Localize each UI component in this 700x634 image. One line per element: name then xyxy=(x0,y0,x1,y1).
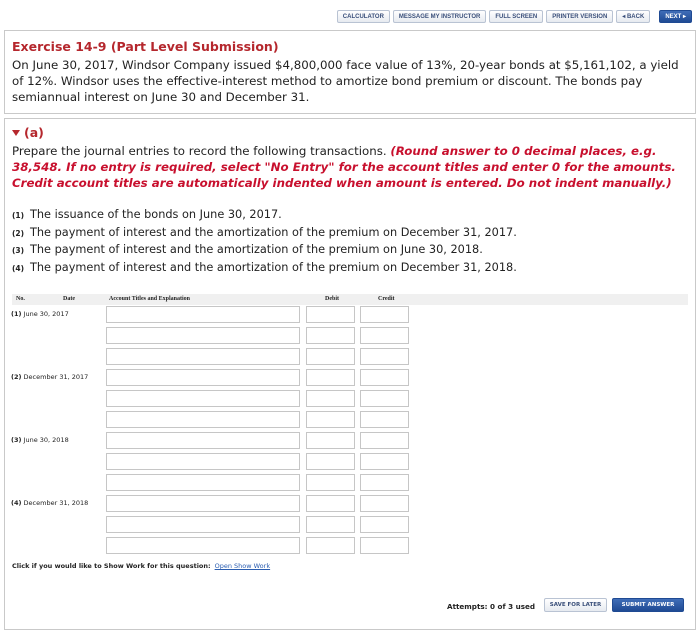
submit-answer-button[interactable]: SUBMIT ANSWER xyxy=(612,598,684,612)
instruction-text: Prepare the journal entries to record the following transactions. xyxy=(12,144,391,158)
exercise-body: On June 30, 2017, Windsor Company issued $4,800,000 face value of 13%, 20-year bonds at $5,161,102, a yield of 12%. Windsor uses the effective-interest method to amortize bond premium or discount. The bonds pay semiannual interest on June 30 and December 31. xyxy=(12,58,679,104)
show-work-prompt: Click if you would like to Show Work for this question: Open Show Work xyxy=(12,562,271,570)
credit-input[interactable] xyxy=(360,348,409,365)
transaction-item xyxy=(12,260,688,278)
journal-row xyxy=(5,430,695,451)
debit-input[interactable] xyxy=(306,516,355,533)
part-a-panel xyxy=(4,118,696,630)
credit-input[interactable] xyxy=(360,369,409,386)
debit-input[interactable] xyxy=(306,390,355,407)
account-title-input[interactable] xyxy=(106,348,300,365)
transaction-list xyxy=(12,207,688,277)
transaction-text: The issuance of the bonds on June 30, 2017. xyxy=(30,208,282,221)
credit-input[interactable] xyxy=(360,516,409,533)
debit-input[interactable] xyxy=(306,411,355,428)
next-button[interactable]: NEXT ▸ xyxy=(659,10,692,23)
entry-date: (2) December 31, 2017 xyxy=(11,373,89,381)
entry-date: (4) December 31, 2018 xyxy=(11,499,89,507)
transaction-number: (4) xyxy=(12,263,25,273)
account-title-input[interactable] xyxy=(106,327,300,344)
journal-row xyxy=(5,325,695,346)
debit-input[interactable] xyxy=(306,474,355,491)
journal-row xyxy=(5,472,695,493)
message-instructor-button[interactable]: MESSAGE MY INSTRUCTOR xyxy=(393,10,486,23)
credit-input[interactable] xyxy=(360,432,409,449)
credit-input[interactable] xyxy=(360,453,409,470)
instruction-rounding-note: (Round answer to 0 decimal places, e.g. 38,548. If no entry is required, select "No Entry" for the account titles and enter 0 for the amounts. Credit account titles are automatically indented when amount is entered. Do not indent manually.) xyxy=(12,144,676,190)
header-debit: Debit xyxy=(325,296,339,302)
transaction-text: The payment of interest and the amortization of the premium on December 31, 2017. xyxy=(30,225,517,239)
account-title-input[interactable] xyxy=(106,390,300,407)
account-title-input[interactable] xyxy=(106,369,300,386)
account-title-input[interactable] xyxy=(106,432,300,449)
account-title-input[interactable] xyxy=(106,495,300,512)
top-toolbar xyxy=(337,10,692,23)
open-show-work-link[interactable]: Open Show Work xyxy=(214,562,271,570)
debit-input[interactable] xyxy=(306,348,355,365)
credit-input[interactable] xyxy=(360,474,409,491)
exercise-title: Exercise 14-9 (Part Level Submission) xyxy=(12,39,279,54)
attempts-counter: Attempts: 0 of 3 used xyxy=(447,602,536,611)
transaction-text: The payment of interest and the amortization of the premium on June 30, 2018. xyxy=(30,243,483,256)
journal-row xyxy=(5,388,695,409)
account-title-input[interactable] xyxy=(106,411,300,428)
back-button[interactable]: ◂ BACK xyxy=(616,10,650,23)
collapse-caret-icon[interactable] xyxy=(12,130,20,136)
instructions xyxy=(12,143,688,191)
header-no: No. xyxy=(16,296,25,302)
transaction-number: (2) xyxy=(12,228,25,238)
transaction-text: The payment of interest and the amortization of the premium on December 31, 2018. xyxy=(30,260,517,274)
entry-date: (1) June 30, 2017 xyxy=(11,310,69,318)
account-title-input[interactable] xyxy=(106,516,300,533)
journal-row xyxy=(5,514,695,535)
transaction-item xyxy=(12,242,688,260)
debit-input[interactable] xyxy=(306,453,355,470)
header-credit: Credit xyxy=(378,296,395,302)
account-title-input[interactable] xyxy=(106,537,300,554)
save-for-later-button[interactable]: SAVE FOR LATER xyxy=(544,598,607,612)
calculator-button[interactable]: CALCULATOR xyxy=(337,10,390,23)
journal-row xyxy=(5,304,695,325)
credit-input[interactable] xyxy=(360,495,409,512)
part-a-header[interactable] xyxy=(12,125,688,140)
journal-row xyxy=(5,493,695,514)
account-title-input[interactable] xyxy=(106,453,300,470)
transaction-item xyxy=(12,225,688,243)
transaction-item xyxy=(12,207,688,225)
entry-date: (3) June 30, 2018 xyxy=(11,436,69,444)
full-screen-button[interactable]: FULL SCREEN xyxy=(489,10,543,23)
journal-row xyxy=(5,409,695,430)
debit-input[interactable] xyxy=(306,306,355,323)
debit-input[interactable] xyxy=(306,537,355,554)
account-title-input[interactable] xyxy=(106,474,300,491)
debit-input[interactable] xyxy=(306,327,355,344)
header-account: Account Titles and Explanation xyxy=(109,296,190,302)
credit-input[interactable] xyxy=(360,327,409,344)
journal-row xyxy=(5,346,695,367)
transaction-number: (3) xyxy=(12,246,25,255)
credit-input[interactable] xyxy=(360,411,409,428)
credit-input[interactable] xyxy=(360,390,409,407)
debit-input[interactable] xyxy=(306,495,355,512)
journal-row xyxy=(5,367,695,388)
credit-input[interactable] xyxy=(360,306,409,323)
transaction-number: (1) xyxy=(12,211,25,220)
debit-input[interactable] xyxy=(306,432,355,449)
journal-row xyxy=(5,535,695,556)
debit-input[interactable] xyxy=(306,369,355,386)
account-title-input[interactable] xyxy=(106,306,300,323)
credit-input[interactable] xyxy=(360,537,409,554)
part-label: (a) xyxy=(24,125,44,140)
printer-version-button[interactable]: PRINTER VERSION xyxy=(546,10,613,23)
header-date: Date xyxy=(63,296,75,302)
journal-row xyxy=(5,451,695,472)
exercise-panel xyxy=(4,30,696,114)
